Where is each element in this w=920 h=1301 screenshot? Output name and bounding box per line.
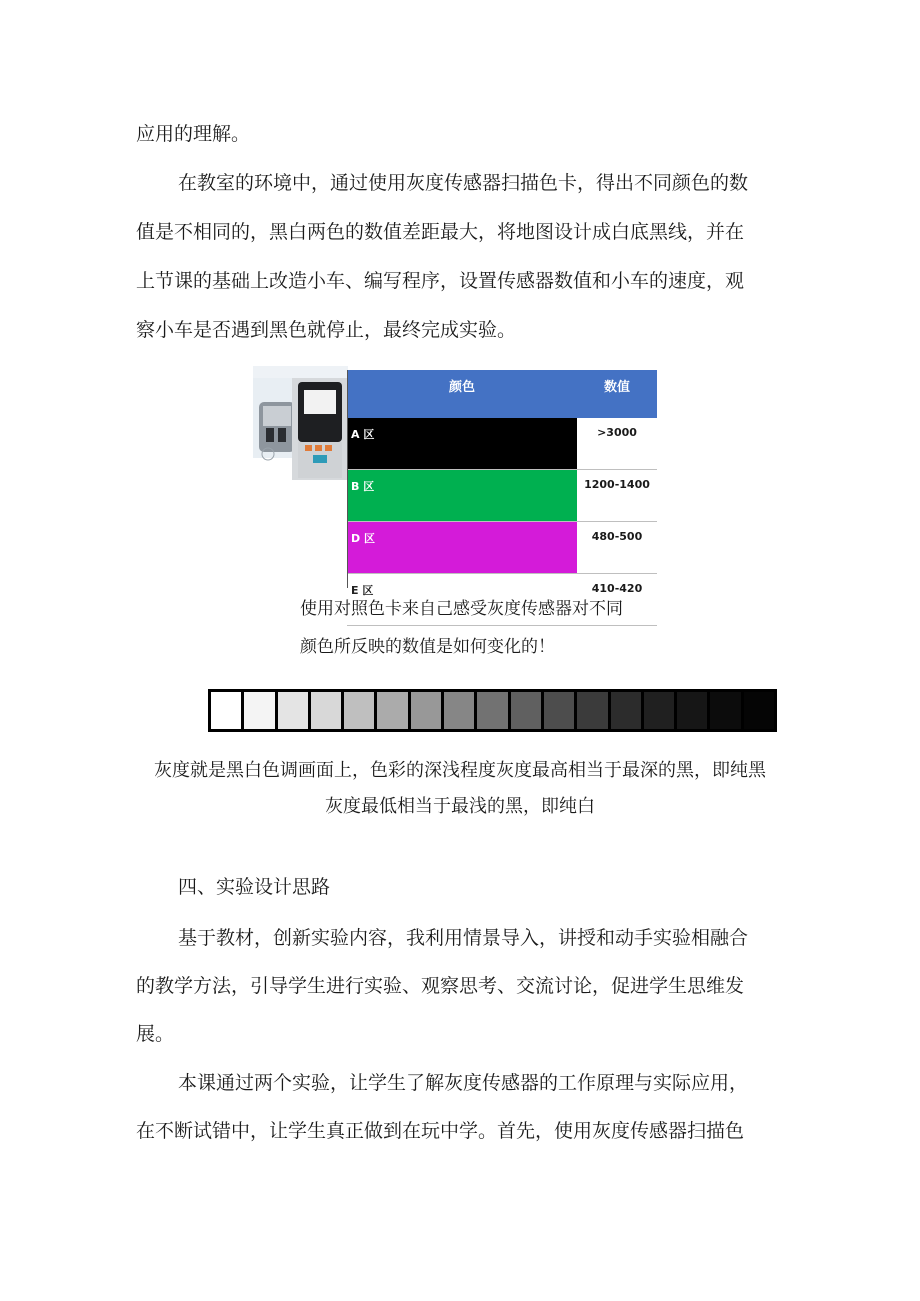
grayscale-strip (208, 689, 777, 732)
figure-caption: 颜色所反映的数值是如何变化的！ (300, 637, 555, 657)
text-line: 察小车是否遇到黑色就停止，最终完成实验。 (136, 319, 517, 341)
zone-cell: B 区 (347, 470, 577, 522)
text-line: 的教学方法，引导学生进行实验、观察思考、交流讨论，促进学生思维发 (136, 975, 745, 997)
gray-swatch (577, 692, 607, 729)
gray-swatch (344, 692, 374, 729)
text-line: 基于教材，创新实验内容，我利用情景导入，讲授和动手实验相融合 (178, 927, 749, 949)
gray-swatch (544, 692, 574, 729)
gray-swatch (644, 692, 674, 729)
gray-swatch (444, 692, 474, 729)
figure-caption: 灰度就是黑白色调画面上，色彩的深浅程度灰度最高相当于最深的黑，即纯黑 (154, 760, 766, 781)
gray-swatch (677, 692, 707, 729)
header-color: 颜色 (347, 370, 577, 418)
value-cell: 1200-1400 (577, 470, 657, 522)
zone-cell: E 区 (347, 574, 577, 626)
gray-swatch (311, 692, 341, 729)
text-line: 应用的理解。 (136, 123, 251, 145)
value-cell: >3000 (577, 418, 657, 470)
gray-swatch (710, 692, 740, 729)
table-left-border (347, 370, 348, 588)
zone-cell: D 区 (347, 522, 577, 574)
gray-swatch (211, 692, 241, 729)
text-line: 本课通过两个实验，让学生了解灰度传感器的工作原理与实际应用， (178, 1072, 749, 1094)
table-row (347, 522, 657, 574)
sensor-color-figure (253, 366, 658, 597)
color-value-table (347, 370, 657, 626)
value-cell: 410-420 (577, 574, 657, 626)
figure-caption: 使用对照色卡来自己感受灰度传感器对不同 (300, 599, 623, 619)
gray-swatch (511, 692, 541, 729)
gray-swatch (611, 692, 641, 729)
value-cell: 480-500 (577, 522, 657, 574)
text-line: 上节课的基础上改造小车、编写程序，设置传感器数值和小车的速度，观 (136, 270, 745, 292)
grayscale-sensor-image (253, 366, 348, 590)
text-line: 在不断试错中，让学生真正做到在玩中学。首先，使用灰度传感器扫描色 (136, 1120, 745, 1142)
section-heading: 四、实验设计思路 (178, 876, 331, 898)
gray-swatch (744, 692, 774, 729)
gray-swatch (244, 692, 274, 729)
gray-swatch (377, 692, 407, 729)
header-value: 数值 (577, 370, 657, 418)
table-row (347, 418, 657, 470)
zone-cell: A 区 (347, 418, 577, 470)
figure-caption: 灰度最低相当于最浅的黑，即纯白 (325, 796, 595, 817)
table-row (347, 470, 657, 522)
text-line: 值是不相同的，黑白两色的数值差距最大，将地图设计成白底黑线，并在 (136, 221, 745, 243)
gray-swatch (477, 692, 507, 729)
text-line: 在教室的环境中，通过使用灰度传感器扫描色卡，得出不同颜色的数 (178, 172, 749, 194)
gray-swatch (278, 692, 308, 729)
gray-swatch (411, 692, 441, 729)
text-line: 展。 (136, 1023, 175, 1045)
